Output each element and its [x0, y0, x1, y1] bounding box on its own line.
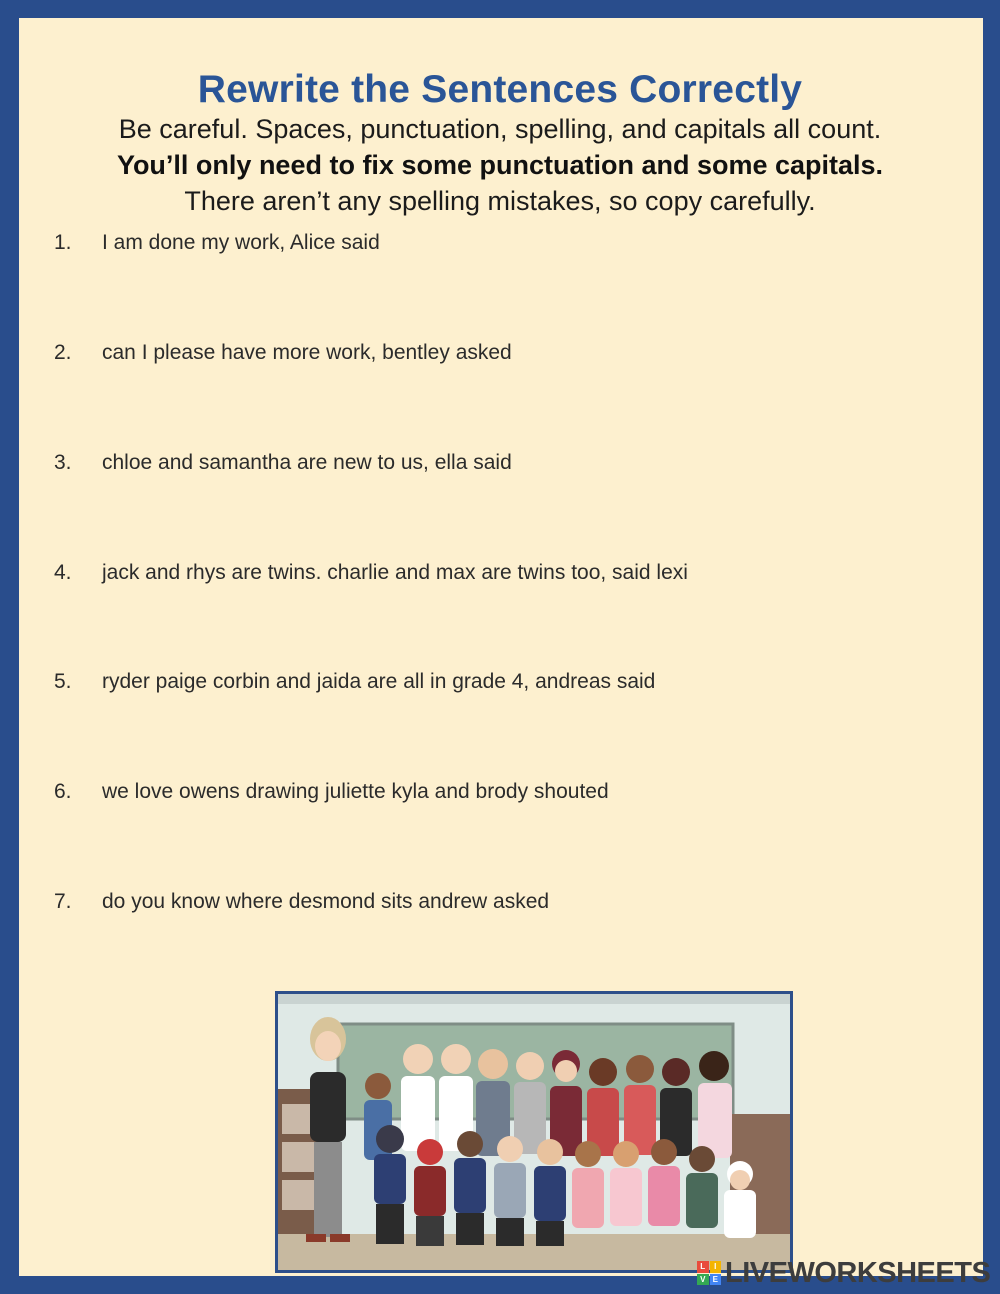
sentence-item-5	[54, 670, 655, 694]
item-text: do you know where desmond sits andrew asked	[102, 890, 550, 913]
item-number: 2.	[54, 341, 72, 364]
logo-letter: E	[710, 1274, 722, 1286]
item-text: we love owens drawing juliette kyla and brody shouted	[102, 780, 609, 803]
sentence-item-7	[54, 890, 549, 914]
instruction-line-2: You’ll only need to fix some punctuation and some capitals.	[116, 150, 884, 180]
item-text: chloe and samantha are new to us, ella said	[102, 451, 512, 474]
item-number: 3.	[54, 451, 72, 474]
sentence-item-2	[54, 341, 512, 365]
classroom-scene-image	[278, 994, 790, 1270]
item-text: jack and rhys are twins. charlie and max are twins too, said lexi	[102, 561, 688, 584]
item-number: 4.	[54, 561, 72, 584]
worksheet-page	[19, 18, 983, 1276]
sentence-item-6	[54, 780, 609, 804]
logo-letter: L	[697, 1261, 709, 1273]
item-text: I am done my work, Alice said	[102, 231, 380, 254]
item-number: 7.	[54, 890, 72, 913]
instruction-line-1: Be careful. Spaces, punctuation, spelling, and capitals all count.	[118, 114, 882, 144]
sentence-item-1	[54, 231, 380, 255]
item-number: 1.	[54, 231, 72, 254]
worksheet-title: Rewrite the Sentences Correctly	[197, 68, 803, 111]
sentence-item-3	[54, 451, 512, 475]
liveworksheets-watermark	[697, 1258, 990, 1288]
brand-name: LIVEWORKSHEETS	[725, 1256, 991, 1289]
liveworksheets-logo-icon	[697, 1261, 721, 1285]
sentence-item-4	[54, 561, 688, 585]
item-text: can I please have more work, bentley asked	[102, 341, 512, 364]
classroom-illustration	[275, 991, 793, 1273]
instruction-line-3: There aren’t any spelling mistakes, so copy carefully.	[184, 186, 816, 216]
item-number: 5.	[54, 670, 72, 693]
item-text: ryder paige corbin and jaida are all in grade 4, andreas said	[102, 670, 656, 693]
logo-letter: I	[710, 1261, 722, 1273]
logo-letter: V	[697, 1274, 709, 1286]
item-number: 6.	[54, 780, 72, 803]
